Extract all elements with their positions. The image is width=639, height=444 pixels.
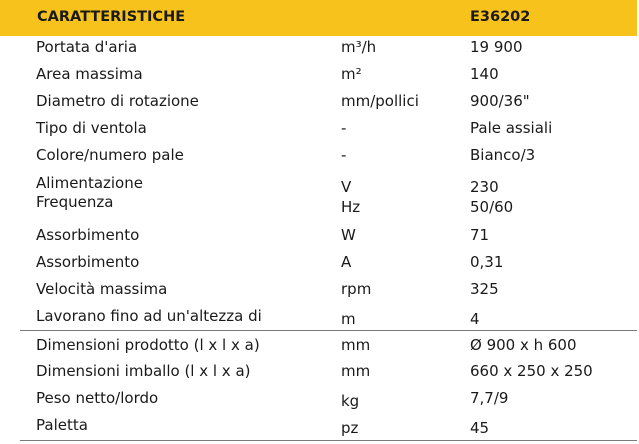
row-value: 45	[470, 419, 490, 437]
row-unit: mm	[341, 336, 371, 354]
row-label: Assorbimento	[36, 253, 140, 271]
row-value: 900/36"	[470, 92, 530, 110]
row-unit-secondary: Hz	[341, 198, 361, 216]
row-value: 7,7/9	[470, 389, 509, 407]
row-label: Alimentazione	[36, 174, 143, 192]
row-value: Bianco/3	[470, 146, 536, 164]
row-label: Colore/numero pale	[36, 146, 184, 164]
row-label: Paletta	[36, 416, 88, 434]
row-value: 0,31	[470, 253, 504, 271]
row-label: Assorbimento	[36, 226, 140, 244]
row-unit: A	[341, 253, 352, 271]
row-value: 19 900	[470, 38, 523, 56]
row-unit: mm	[341, 362, 371, 380]
row-label-secondary: Frequenza	[36, 193, 114, 211]
row-unit: pz	[341, 419, 359, 437]
row-label: Dimensioni imballo (l x l x a)	[36, 362, 251, 380]
row-value: 325	[470, 280, 499, 298]
row-unit: m³/h	[341, 38, 377, 56]
table-header	[0, 0, 637, 36]
row-value-secondary: 50/60	[470, 198, 514, 216]
row-label: Diametro di rotazione	[36, 92, 199, 110]
row-value: Pale assiali	[470, 119, 553, 137]
row-unit: -	[341, 146, 347, 164]
row-unit: -	[341, 119, 347, 137]
row-label: Peso netto/lordo	[36, 389, 159, 407]
header-label: CARATTERISTICHE	[37, 9, 186, 25]
row-value: Ø 900 x h 600	[470, 336, 577, 354]
bottom-rule	[20, 440, 637, 441]
row-label: Lavorano fino ad un'altezza di	[36, 307, 262, 325]
row-value: 71	[470, 226, 490, 244]
row-label: Portata d'aria	[36, 38, 138, 56]
row-unit: W	[341, 226, 356, 244]
row-unit: m²	[341, 65, 362, 83]
row-value: 660 x 250 x 250	[470, 362, 593, 380]
row-value: 140	[470, 65, 499, 83]
row-unit: V	[341, 178, 352, 196]
row-unit: rpm	[341, 280, 372, 298]
header-model: E36202	[470, 9, 531, 25]
row-value: 230	[470, 178, 499, 196]
row-label: Dimensioni prodotto (l x l x a)	[36, 336, 260, 354]
section-divider	[20, 330, 637, 331]
row-unit: mm/pollici	[341, 92, 419, 110]
row-unit: kg	[341, 392, 360, 410]
row-value: 4	[470, 310, 480, 328]
row-unit: m	[341, 310, 356, 328]
row-label: Tipo di ventola	[36, 119, 147, 137]
row-label: Velocità massima	[36, 280, 168, 298]
row-label: Area massima	[36, 65, 143, 83]
